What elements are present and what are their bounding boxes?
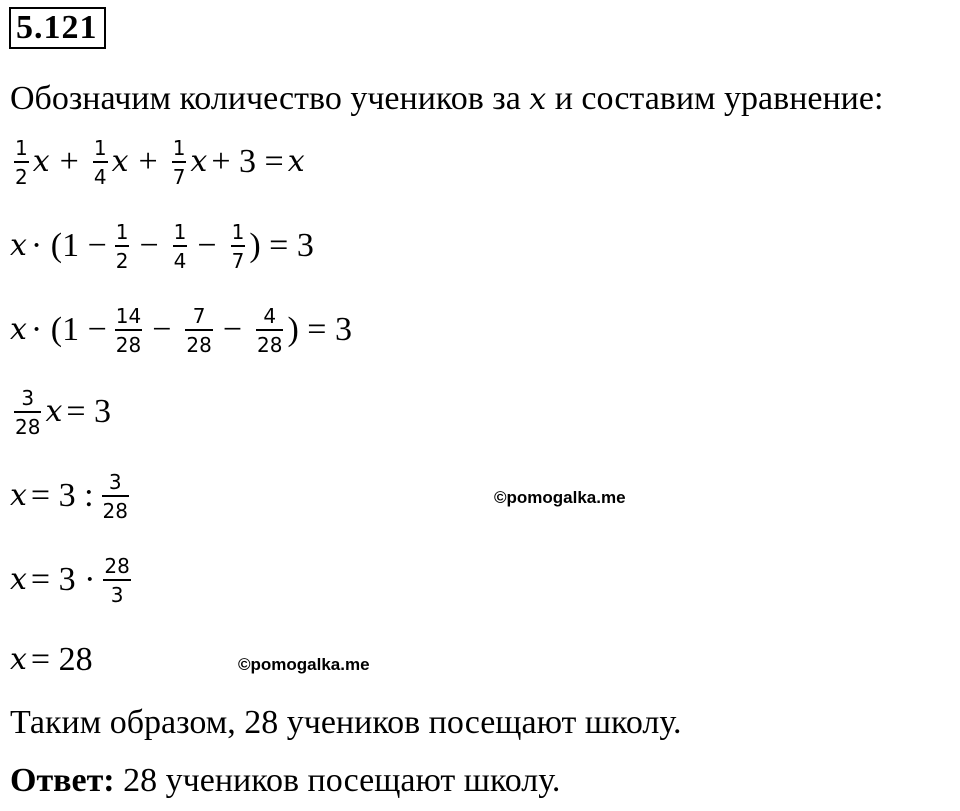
fraction: $\frac{1}{2}$ — [115, 220, 129, 273]
fraction: $\frac{1}{2}$ — [15, 136, 28, 189]
fraction: $\frac{4}{28}$ — [257, 304, 283, 357]
variable: x — [10, 312, 27, 348]
intro-line — [10, 82, 883, 116]
fraction: $\frac{1}{4}$ — [173, 220, 187, 273]
equation-open: · (1 − — [30, 227, 107, 265]
equation-2: x · (1 − $\frac{1}{2}$ − $\frac{1}{4}$ − $\frac{1}{7}$ ) = 3 — [10, 220, 314, 273]
watermark: ©pomogalka.me — [238, 655, 370, 674]
equation-close: ) = 3 — [249, 227, 314, 265]
intro-variable: x — [529, 82, 547, 117]
equation-tail: = 28 — [30, 641, 93, 678]
equation-open: · (1 − — [30, 311, 107, 349]
fraction: $\frac{14}{28}$ — [115, 304, 142, 357]
answer-line — [10, 764, 560, 798]
variable: x — [45, 394, 63, 430]
problem-number: 5.121 — [9, 7, 106, 49]
equation-tail: + 3 = — [211, 143, 284, 181]
equation-3: x · (1 − $\frac{14}{28}$ − $\frac{7}{28}$ − $\frac{4}{28}$ ) = 3 — [10, 304, 352, 357]
fraction: $\frac{1}{4}$ — [93, 136, 107, 189]
conclusion-text: Таким образом, 28 учеников посещают школу. — [10, 704, 682, 741]
variable: x — [287, 144, 305, 180]
fraction: $\frac{3}{28}$ — [102, 470, 128, 523]
equation-close: ) = 3 — [287, 311, 352, 349]
equation-tail: = 3 — [66, 393, 112, 431]
fraction: $\frac{3}{28}$ — [15, 386, 41, 439]
equation-6 — [10, 556, 135, 605]
equation-1: $\frac{1}{2}$ x + $\frac{1}{4}$ x + $\frac{1}{7}$ x + 3 = x — [15, 136, 305, 189]
variable: x — [10, 478, 27, 514]
variable: x — [10, 642, 27, 677]
variable: x — [190, 144, 208, 180]
fraction: $\frac{1}{7}$ — [231, 220, 245, 273]
fraction: $\frac{1}{7}$ — [172, 136, 186, 189]
answer-text: 28 учеников посещают школу. — [123, 762, 561, 799]
variable: x — [32, 144, 50, 180]
equation-7 — [10, 643, 97, 677]
variable: x — [10, 228, 27, 264]
fraction: $\frac{28}{3}$ — [104, 554, 130, 607]
equation-mid: = 3 · — [30, 561, 96, 599]
equation-4 — [10, 388, 115, 437]
equation-5 — [10, 472, 133, 521]
watermark: ©pomogalka.me — [494, 488, 626, 507]
variable: x — [111, 144, 129, 180]
intro-text-before: Обозначим количество учеников за — [10, 80, 521, 117]
intro-text-after: и составим уравнение: — [554, 80, 884, 117]
variable: x — [10, 562, 27, 598]
fraction: $\frac{7}{28}$ — [186, 304, 212, 357]
answer-label: Ответ: — [10, 762, 115, 799]
equation-mid: = 3 : — [30, 477, 94, 515]
